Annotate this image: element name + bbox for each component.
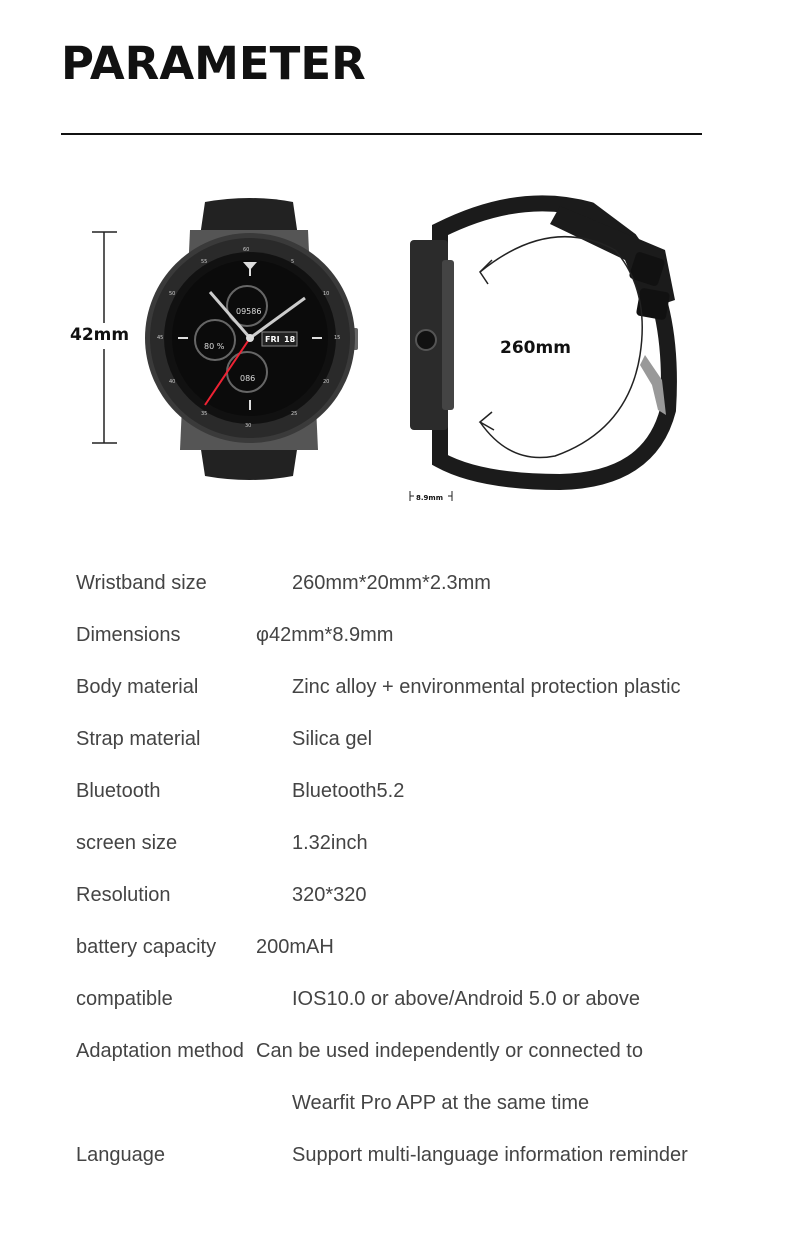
spec-label: Wristband size	[76, 572, 207, 594]
spec-value: Bluetooth5.2	[292, 780, 405, 802]
spec-label: compatible	[76, 988, 173, 1010]
spec-label: Adaptation method	[76, 1040, 244, 1062]
spec-label: battery capacity	[76, 936, 217, 958]
spec-value: 260mm*20mm*2.3mm	[292, 572, 491, 594]
bezel-mark: 60	[243, 247, 250, 253]
bezel-mark: 25	[291, 411, 298, 417]
spec-label: Bluetooth	[76, 780, 161, 802]
spec-value: 320*320	[292, 884, 367, 906]
spec-value: IOS10.0 or above/Android 5.0 or above	[292, 988, 641, 1010]
page-title: PARAMETER	[61, 37, 366, 90]
strap-length-label: 260mm	[500, 338, 571, 358]
bezel-mark: 15	[334, 335, 341, 341]
bezel-mark: 55	[201, 259, 208, 265]
steps-readout: 09586	[236, 307, 262, 316]
heart-rate-readout: 086	[240, 374, 256, 383]
spec-label: screen size	[76, 832, 178, 854]
spec-label: Resolution	[76, 884, 171, 906]
spec-label: Dimensions	[76, 624, 181, 646]
spec-value: 1.32inch	[292, 832, 368, 854]
bezel-mark: 50	[169, 291, 176, 297]
product-figure	[0, 180, 789, 520]
bezel-mark: 35	[201, 411, 208, 417]
spec-value: Wearfit Pro APP at the same time	[292, 1092, 590, 1114]
bezel-mark: 30	[245, 423, 252, 429]
spec-value: Can be used independently or connected to	[256, 1040, 643, 1062]
spec-value: 200mAH	[256, 936, 334, 958]
date-readout: 18	[284, 335, 296, 344]
spec-value: φ42mm*8.9mm	[256, 624, 394, 646]
day-readout: FRI	[265, 335, 280, 344]
diameter-label: 42mm	[70, 325, 130, 345]
bezel-mark: 10	[323, 291, 330, 297]
battery-readout: 80 %	[204, 342, 225, 351]
spec-label: Body material	[76, 676, 199, 698]
spec-value: Zinc alloy + environmental protection plastic	[292, 676, 681, 698]
title-divider	[61, 133, 702, 135]
spec-value: Silica gel	[292, 728, 373, 750]
bezel-mark: 45	[157, 335, 164, 341]
thickness-label: 8.9mm	[416, 494, 443, 502]
bezel-mark: 40	[169, 379, 176, 385]
watch-front-image	[0, 180, 380, 500]
spec-label: Strap material	[76, 728, 201, 750]
spec-label: Language	[76, 1144, 165, 1166]
bezel-mark: 20	[323, 379, 330, 385]
bezel-mark: 5	[291, 259, 295, 265]
spec-value: Support multi-language information reminder	[292, 1144, 688, 1166]
